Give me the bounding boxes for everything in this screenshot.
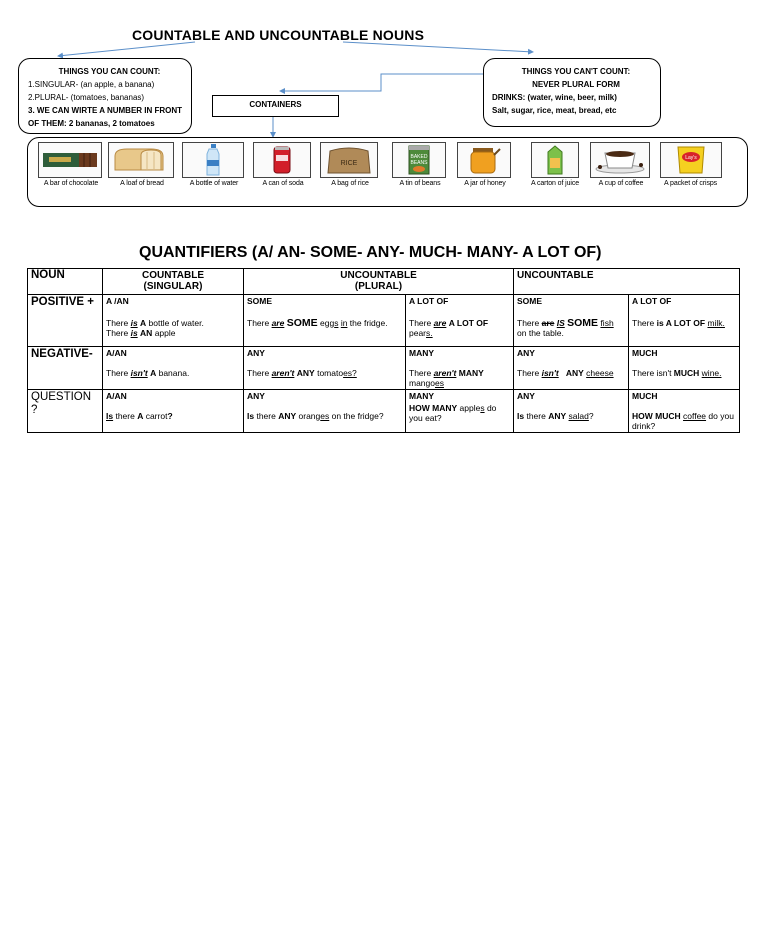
quantifier-keyword: A/AN	[106, 391, 127, 401]
quantifier-span: A	[137, 411, 144, 421]
example-sentence	[517, 318, 625, 338]
header-uncountable-plural-line-1: UNCOUNTABLE	[340, 270, 417, 281]
text-span: in	[340, 318, 348, 328]
text-span: There	[106, 328, 131, 338]
header-uncountable-plural	[244, 269, 514, 295]
verb-span: IS	[556, 318, 565, 328]
quantifier-span: MUCH	[673, 368, 700, 378]
countable-heading: THINGS YOU CAN COUNT:	[58, 67, 161, 76]
uncountable-line-1: NEVER PLURAL FORM	[532, 80, 620, 89]
product-soda	[253, 142, 313, 187]
header-uncountable-plural-line-2: (PLURAL)	[354, 281, 403, 292]
text-span: there	[524, 411, 549, 421]
product-label: A packet of crisps	[664, 180, 718, 187]
quantifier-span: AN	[140, 328, 153, 338]
table-header-row	[28, 269, 740, 295]
countable-box	[18, 58, 192, 134]
text-span: banana.	[156, 368, 190, 378]
row-label-question: QUESTION ?	[28, 390, 103, 433]
text-span: carrot	[143, 411, 168, 421]
cell-negative-uncountable-any	[514, 347, 629, 390]
water-bottle-icon	[182, 142, 244, 178]
countable-line-4: OF THEM: 2 bananas, 2 tomatoes	[28, 119, 155, 128]
cell-positive-countable	[103, 295, 244, 347]
cell-negative-countable	[103, 347, 244, 390]
verb-span: aren't	[271, 368, 295, 378]
product-coffee	[590, 142, 652, 187]
bean-tin-mark-1: BAKED	[410, 154, 428, 160]
product-beans	[392, 142, 448, 187]
product-label: A carton of juice	[530, 180, 580, 187]
coffee-cup-icon	[590, 142, 650, 178]
text-span: bottle of water.	[146, 318, 204, 328]
example-sentence	[517, 368, 625, 378]
example-sentence	[106, 368, 240, 378]
text-span: There isn't	[632, 368, 674, 378]
text-span: ?	[588, 411, 594, 421]
plural-ending: es	[435, 378, 444, 388]
quantifier-span: MANY	[458, 368, 484, 378]
quantifier-keyword: ANY	[517, 391, 535, 401]
cell-negative-much	[629, 347, 740, 390]
quantifier-keyword: A/AN	[106, 348, 127, 358]
cell-question-uncountable-any	[514, 390, 629, 433]
product-crisps	[660, 142, 736, 187]
verb-span: is	[130, 318, 138, 328]
bean-tin-icon	[392, 142, 446, 178]
header-countable	[103, 269, 244, 295]
quantifier-keyword: A LOT OF	[632, 296, 672, 306]
text-span: the fridge.	[347, 318, 388, 328]
quantifier-span: SOME	[286, 317, 318, 329]
product-label: A loaf of bread	[120, 180, 164, 187]
text-span: There	[247, 368, 272, 378]
noun-span: salad	[568, 411, 589, 421]
text-span: apple	[457, 403, 481, 413]
countable-line-1: 1.SINGULAR- (an apple, a banana)	[28, 80, 155, 89]
table-row-negative	[28, 347, 740, 390]
noun-span: milk.	[707, 318, 725, 328]
quantifier-keyword: SOME	[517, 296, 543, 306]
product-juice	[526, 142, 584, 187]
countable-line-2: 2.PLURAL- (tomatoes, bananas)	[28, 93, 145, 102]
rice-bag-icon	[320, 142, 378, 178]
quantifier-keyword: MANY	[409, 348, 435, 358]
example-sentence	[632, 318, 736, 328]
uncountable-box	[483, 58, 661, 127]
product-honey	[457, 142, 513, 187]
verb-span: isn't	[541, 368, 559, 378]
quantifier-keyword: ANY	[517, 348, 535, 358]
cell-negative-many	[406, 347, 514, 390]
example-sentence	[106, 411, 240, 421]
header-noun: NOUN	[28, 269, 103, 295]
uncountable-line-3: Salt, sugar, rice, meat, bread, etc	[492, 106, 617, 115]
table-row-positive	[28, 295, 740, 347]
text-span: There	[247, 318, 272, 328]
arrow-to-containers	[280, 74, 484, 91]
product-water	[182, 142, 246, 187]
text-span	[559, 368, 566, 378]
quantifier-span: A LOT OF	[448, 318, 489, 328]
example-sentence	[517, 411, 625, 421]
cell-question-any	[244, 390, 406, 433]
quantifier-span: A	[150, 368, 157, 378]
crisps-brand-mark: Lay's	[685, 155, 697, 161]
noun-span: wine.	[701, 368, 722, 378]
verb-span: are	[271, 318, 285, 328]
cell-question-much	[629, 390, 740, 433]
quantifier-keyword: SOME	[247, 296, 273, 306]
juice-carton-icon	[531, 142, 579, 178]
arrow-to-uncountable	[343, 42, 533, 52]
bean-tin-mark-2: BEANS	[410, 160, 428, 166]
product-bread	[108, 142, 176, 187]
quantifier-span: ANY	[278, 411, 297, 421]
row-label-positive: POSITIVE +	[28, 295, 103, 347]
containers-label: CONTAINERS	[212, 95, 339, 117]
product-rice	[320, 142, 380, 187]
quantifier-keyword: MUCH	[632, 348, 658, 358]
chocolate-bar-icon	[38, 142, 102, 178]
plural-ending: es	[320, 411, 330, 421]
text-span: on the fridge?	[329, 411, 384, 421]
struck-verb: are	[541, 318, 555, 328]
plural-ending: s	[334, 318, 339, 328]
quantifier-span: ANY	[548, 411, 567, 421]
cell-positive-a-lot-of	[406, 295, 514, 347]
quantifier-keyword: A LOT OF	[409, 296, 449, 306]
example-sentence	[632, 411, 736, 431]
plural-ending: es?	[343, 368, 357, 378]
cell-positive-uncountable-a-lot-of	[629, 295, 740, 347]
question-mark: ?	[167, 411, 173, 421]
crisps-packet-icon	[660, 142, 722, 178]
plural-ending: s	[480, 403, 485, 413]
product-label: A bag of rice	[331, 180, 369, 187]
text-span: on the table.	[517, 328, 564, 338]
example-sentence	[632, 368, 736, 378]
text-span: pear	[409, 328, 427, 338]
text-span: egg	[317, 318, 335, 328]
verb-span: are	[433, 318, 447, 328]
example-sentence	[409, 368, 510, 388]
cell-positive-some	[244, 295, 406, 347]
arrow-to-countable	[58, 42, 195, 56]
rice-bag-mark: RICE	[340, 160, 358, 167]
text-span: do you eat?	[409, 403, 497, 423]
soda-can-icon	[253, 142, 311, 178]
text-span: there	[254, 411, 279, 421]
row-label-negative: NEGATIVE-	[28, 347, 103, 390]
header-countable-line-2: (SINGULAR)	[143, 281, 203, 292]
noun-span: coffee	[683, 411, 707, 421]
verb-span: isn't	[130, 368, 148, 378]
noun-span: fish	[600, 318, 614, 328]
cell-positive-uncountable-some	[514, 295, 629, 347]
table-row-question	[28, 390, 740, 433]
product-chocolate	[38, 142, 104, 187]
product-label: A bottle of water	[189, 180, 239, 187]
quantifier-span: is A LOT OF	[656, 318, 706, 328]
quantifier-keyword: A /AN	[106, 296, 129, 306]
bread-loaf-icon	[108, 142, 174, 178]
quantifier-keyword: ANY	[247, 391, 265, 401]
quantifier-span: ANY	[565, 368, 584, 378]
countable-line-3: 3. WE CAN WIRTE A NUMBER IN FRONT	[28, 106, 183, 115]
text-span: there	[113, 411, 138, 421]
example-sentence	[247, 411, 402, 421]
quantifier-keyword: MANY	[409, 391, 435, 401]
cell-question-many	[406, 390, 514, 433]
product-label: A can of soda	[262, 180, 304, 187]
quantifier-keyword: MUCH	[632, 391, 658, 401]
quantifier-keyword: ANY	[247, 348, 265, 358]
text-span: There	[409, 368, 434, 378]
verb-span: Is	[247, 411, 255, 421]
quantifier-span: ANY	[296, 368, 315, 378]
honey-jar-icon	[457, 142, 511, 178]
header-uncountable: UNCOUNTABLE	[514, 269, 740, 295]
text-span: There	[517, 318, 542, 328]
quantifier-span: SOME	[567, 317, 599, 329]
product-label: A tin of beans	[399, 180, 441, 187]
text-span: There	[409, 318, 434, 328]
uncountable-line-2: DRINKS: (water, wine, beer, milk)	[492, 93, 617, 102]
example-sentence	[409, 318, 510, 338]
quantifier-span: HOW MANY	[409, 403, 458, 413]
quantifiers-table	[27, 268, 740, 433]
text-span: There	[632, 318, 657, 328]
product-label: A bar of chocolate	[43, 180, 99, 187]
text-span: There	[517, 368, 542, 378]
verb-span: is	[130, 328, 138, 338]
noun-span: cheese	[586, 368, 614, 378]
text-span: tomato	[314, 368, 344, 378]
product-label: A jar of honey	[464, 180, 506, 187]
cell-question-countable	[103, 390, 244, 433]
example-sentence	[247, 318, 402, 328]
plural-ending: s.	[426, 328, 433, 338]
quantifier-span: A	[140, 318, 147, 328]
example-sentence	[106, 318, 240, 338]
example-sentence	[409, 403, 510, 423]
verb-span: aren't	[433, 368, 457, 378]
text-span: mango	[409, 378, 435, 388]
cell-negative-any	[244, 347, 406, 390]
uncountable-heading: THINGS YOU CAN'T COUNT:	[521, 67, 631, 76]
example-sentence	[247, 368, 402, 378]
verb-span: Is	[517, 411, 525, 421]
header-countable-line-1: COUNTABLE	[141, 270, 205, 281]
text-span: There	[106, 368, 131, 378]
text-span: orang	[296, 411, 321, 421]
text-span: do you drink?	[632, 411, 734, 431]
product-label: A cup of coffee	[598, 180, 644, 187]
text-span: There	[106, 318, 131, 328]
text-span: apple	[152, 328, 176, 338]
page-title: COUNTABLE AND UNCOUNTABLE NOUNS	[132, 27, 425, 43]
quantifiers-title: QUANTIFIERS (A/ AN- SOME- ANY- MUCH- MANY- A LOT OF)	[139, 244, 602, 261]
quantifier-span: HOW MUCH	[632, 411, 681, 421]
verb-span: Is	[106, 411, 114, 421]
